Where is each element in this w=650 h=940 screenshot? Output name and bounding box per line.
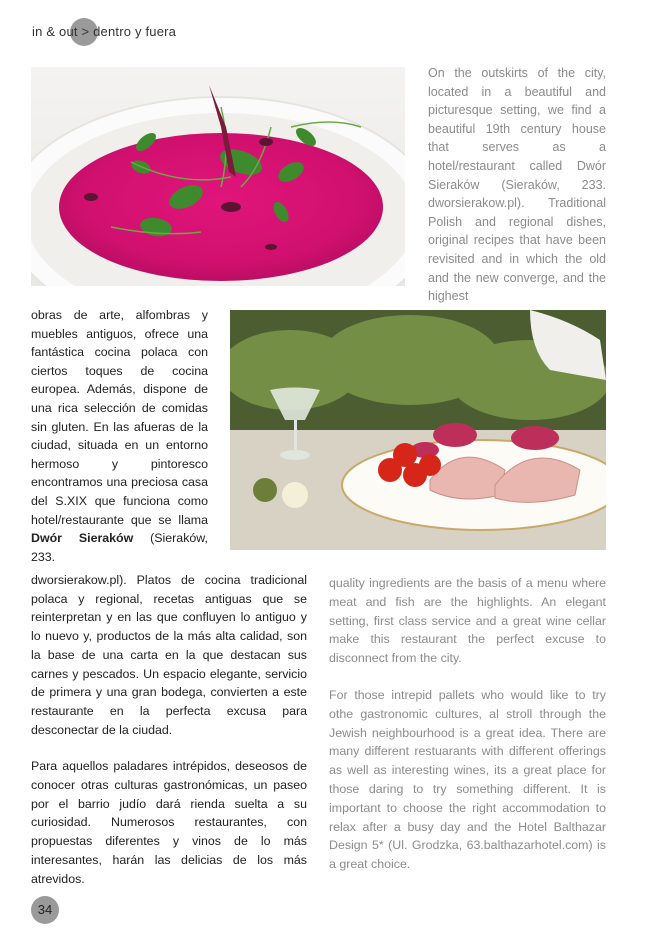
spanish-text-bottom [31, 571, 307, 888]
soup-photo [31, 67, 405, 286]
herring-illustration [230, 310, 606, 550]
page-number: 34 [31, 896, 59, 924]
spanish-text-top [31, 306, 208, 566]
herring-photo [230, 310, 606, 550]
spanish-text-top-part1: obras de arte, alfombras y muebles antiguos, ofrece una fantástica cocina polaca con ciertos toques de cocina europea. Además, dispone de una rica selección de comidas sin gluten. En las afueras de la ciudad, situada en un entorno hermoso y pintoresco encontramos una preciosa casa del S.XIX que funciona como hotel/restaurante que se llama [31, 308, 208, 527]
restaurant-name: Dwór Sieraków [31, 531, 134, 546]
english-text-top: On the outskirts of the city, located in a beautiful and picturesque setting, we find a beautiful 19th century house that serves as a hotel/restaurant called Dwór Sieraków (Sieraków, 233. dworsierakow.pl). Traditional Polish and regional dishes, original recipes that have been revisited and in which the old and the new converge, and the highest [428, 66, 606, 304]
spanish-paragraph-2: Para aquellos paladares intrépidos, deseosos de conocer otras culturas gastronómicas, un paseo por el barrio judío dará rienda suelta a su curiosidad. Numerosos restaurantes, con propuestas diferentes y vinos de lo más interesantes, harán las delicias de los más atrevidos. [31, 759, 307, 886]
english-text-bottom [329, 574, 606, 874]
section-title: in & out > dentro y fuera [32, 24, 177, 39]
english-paragraph-2: For those intrepid pallets who would like to try othe gastronomic cultures, al stroll through the Jewish neighbourhood is a great idea. There are many different restuarants with different offerings as well as interesting wines, its a great place for those daring to try something different. It is important to choose the right accommodation to relax after a busy day and the Hotel Balthazar Design 5* (Ul. Grodzka, 63.balthazarhotel.com) is a great choice. [329, 687, 606, 872]
section-header [32, 22, 176, 48]
spanish-paragraph-1: dworsierakow.pl). Platos de cocina tradicional polaca y regional, recetas antiguas que se reinterpretan y en las que confluyen lo antiguo y lo nuevo y, productos de la más alta calidad, son la base de una carta en la que destacan sus carnes y pescados. Un espacio elegante, servicio de primera y una gran bodega, convierten a este restaurante en la perfecta excusa para desconectar de la ciudad. [31, 573, 307, 737]
spanish-text-top-part2: (Sieraków, 233. [31, 531, 208, 564]
soup-illustration [31, 67, 405, 286]
english-paragraph-1: quality ingredients are the basis of a menu where meat and fish are the highlights. An elegant setting, first class service and a great wine cellar make this restaurant the perfect excuse to disconnect from the city. [329, 576, 606, 666]
